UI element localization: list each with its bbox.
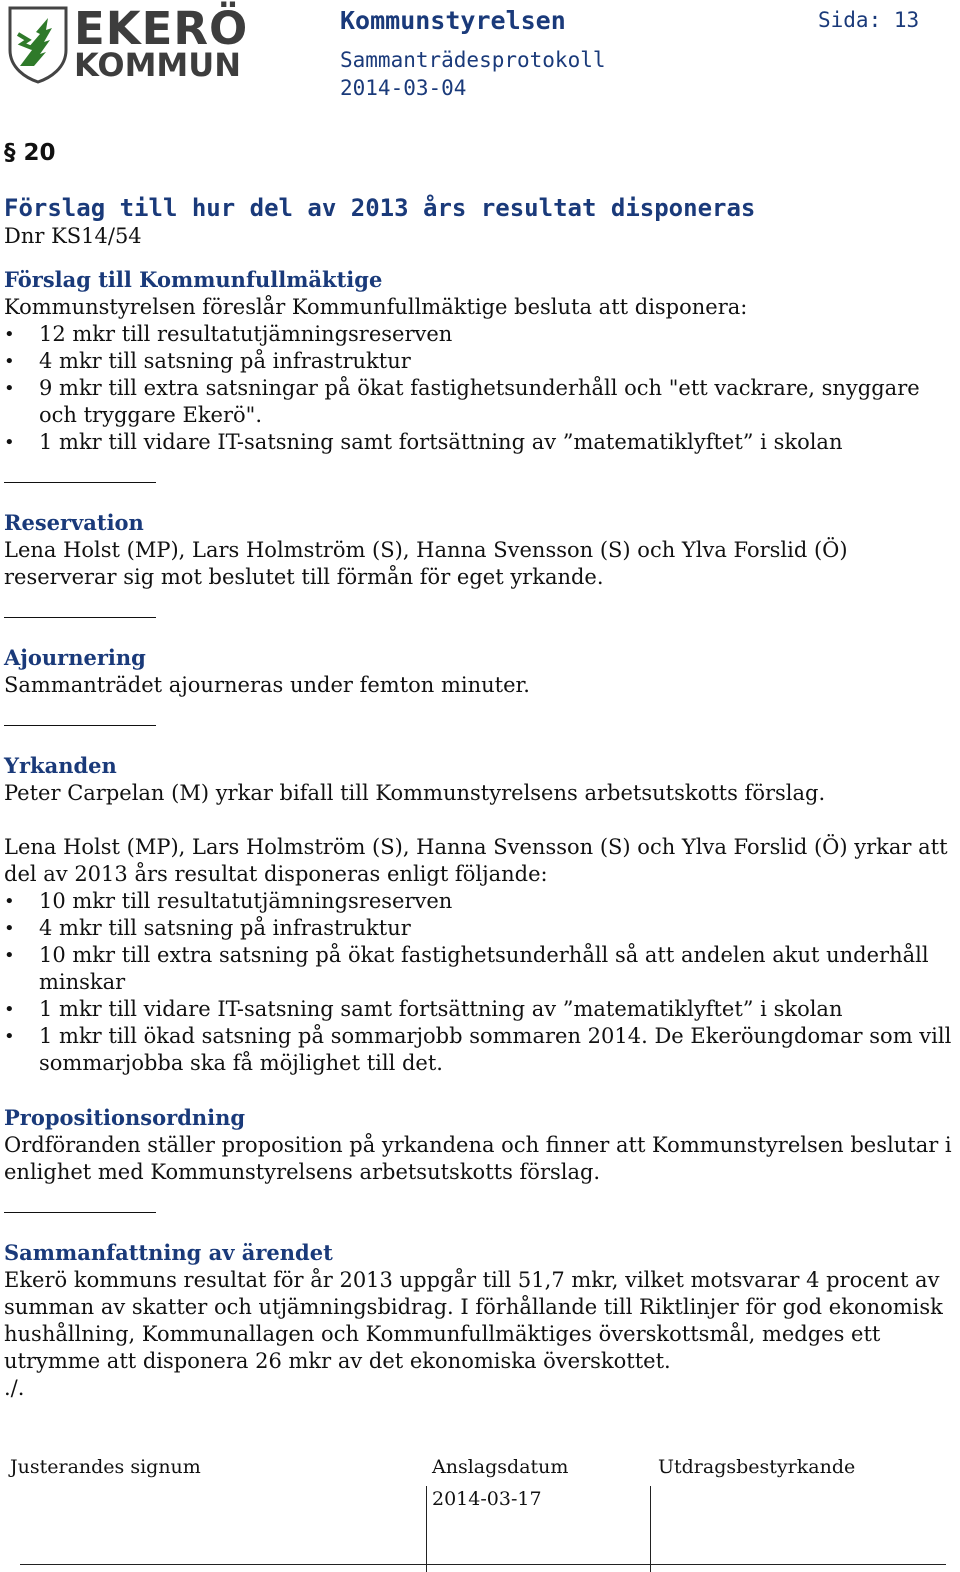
list-item: • 12 mkr till resultatutjämningsreserven [4,321,954,348]
continuation-mark: ./. [4,1376,25,1400]
list-item: • 1 mkr till vidare IT-satsning samt fortsättning av ”matematiklyftet” i skolan [4,429,954,456]
page-number: Sida: 13 [818,8,920,32]
proposition-heading: Propositionsordning [4,1105,246,1130]
proposition-text: Ordföranden ställer proposition på yrkandena och finner att Kommunstyrelsen beslutar i enlighet med Kommunstyrelsens arbetsutskotts förslag. [4,1133,952,1184]
posted-date: 2014-03-17 [432,1488,542,1510]
proposal-list [4,321,954,456]
list-item: • 1 mkr till vidare IT-satsning samt fortsättning av ”matematiklyftet” i skolan [4,996,954,1023]
adjourn-heading: Ajournering [4,645,146,670]
document-body [4,140,954,1402]
posted-label: Anslagsdatum [432,1456,569,1478]
separator-line [4,725,156,726]
motions-heading: Yrkanden [4,753,117,778]
coat-of-arms-icon [6,4,70,84]
reference-number: Dnr KS14/54 [4,224,142,248]
list-item: • 9 mkr till extra satsningar på ökat fastighetsunderhåll och "ett vackrare, snyggare och tryggare Ekerö". [4,375,954,429]
list-item: • 10 mkr till resultatutjämningsreserven [4,888,954,915]
proposal-heading: Förslag till Kommunfullmäktige [4,267,383,292]
signature-line [20,1564,946,1565]
header-date: 2014-03-04 [340,76,467,100]
extract-label: Utdragsbestyrkande [658,1456,856,1478]
page-header [0,0,960,110]
proposal-intro: Kommunstyrelsen föreslår Kommunfullmäktige besluta att disponera: [4,295,748,319]
ekero-logo [6,2,249,86]
list-item: • 4 mkr till satsning på infrastruktur [4,348,954,375]
separator-line [4,482,156,483]
motions-list [4,888,954,1077]
sign-label: Justerandes signum [10,1456,201,1478]
divider-line [426,1486,427,1572]
logo-text-kommun: KOMMUN [74,46,242,84]
list-item: • 4 mkr till satsning på infrastruktur [4,915,954,942]
adjourn-text: Sammanträdet ajourneras under femton minuter. [4,673,530,697]
summary-heading: Sammanfattning av ärendet [4,1240,333,1265]
header-subtitle: Sammanträdesprotokoll [340,48,606,72]
separator-line [4,1212,156,1213]
page-footer [0,1450,960,1572]
document-title: Förslag till hur del av 2013 års resultat disponeras [4,194,756,222]
motions-text-1: Peter Carpelan (M) yrkar bifall till Kommunstyrelsens arbetsutskotts förslag. [4,781,826,805]
reservation-text: Lena Holst (MP), Lars Holmström (S), Hanna Svensson (S) och Ylva Forslid (Ö) reserverar sig mot beslutet till förmån för eget yrkande. [4,538,848,589]
separator-line [4,617,156,618]
header-title: Kommunstyrelsen [340,6,566,35]
logo-text-ekero: EKERÖ [74,2,249,55]
reservation-heading: Reservation [4,510,144,535]
summary-text: Ekerö kommuns resultat för år 2013 uppgår till 51,7 mkr, vilket motsvarar 4 procent av summan av skatter och utjämningsbidrag. I förhållande till Riktlinjer för god ekonomisk hushållning, Kommunallagen och Kommunfullmäktiges överskottsmål, medges ett utrymme att disponera 26 mkr av det ekonomiska överskottet. [4,1268,943,1373]
paragraph-number: § 20 [4,140,56,166]
list-item: • 1 mkr till ökad satsning på sommarjobb sommaren 2014. De Ekeröungdomar som vill sommarjobba ska få möjlighet till det. [4,1023,954,1077]
list-item: • 10 mkr till extra satsning på ökat fastighetsunderhåll så att andelen akut underhåll minskar [4,942,954,996]
motions-text-2: Lena Holst (MP), Lars Holmström (S), Hanna Svensson (S) och Ylva Forslid (Ö) yrkar att del av 2013 års resultat disponeras enligt följande: [4,835,948,886]
divider-line [650,1486,651,1572]
